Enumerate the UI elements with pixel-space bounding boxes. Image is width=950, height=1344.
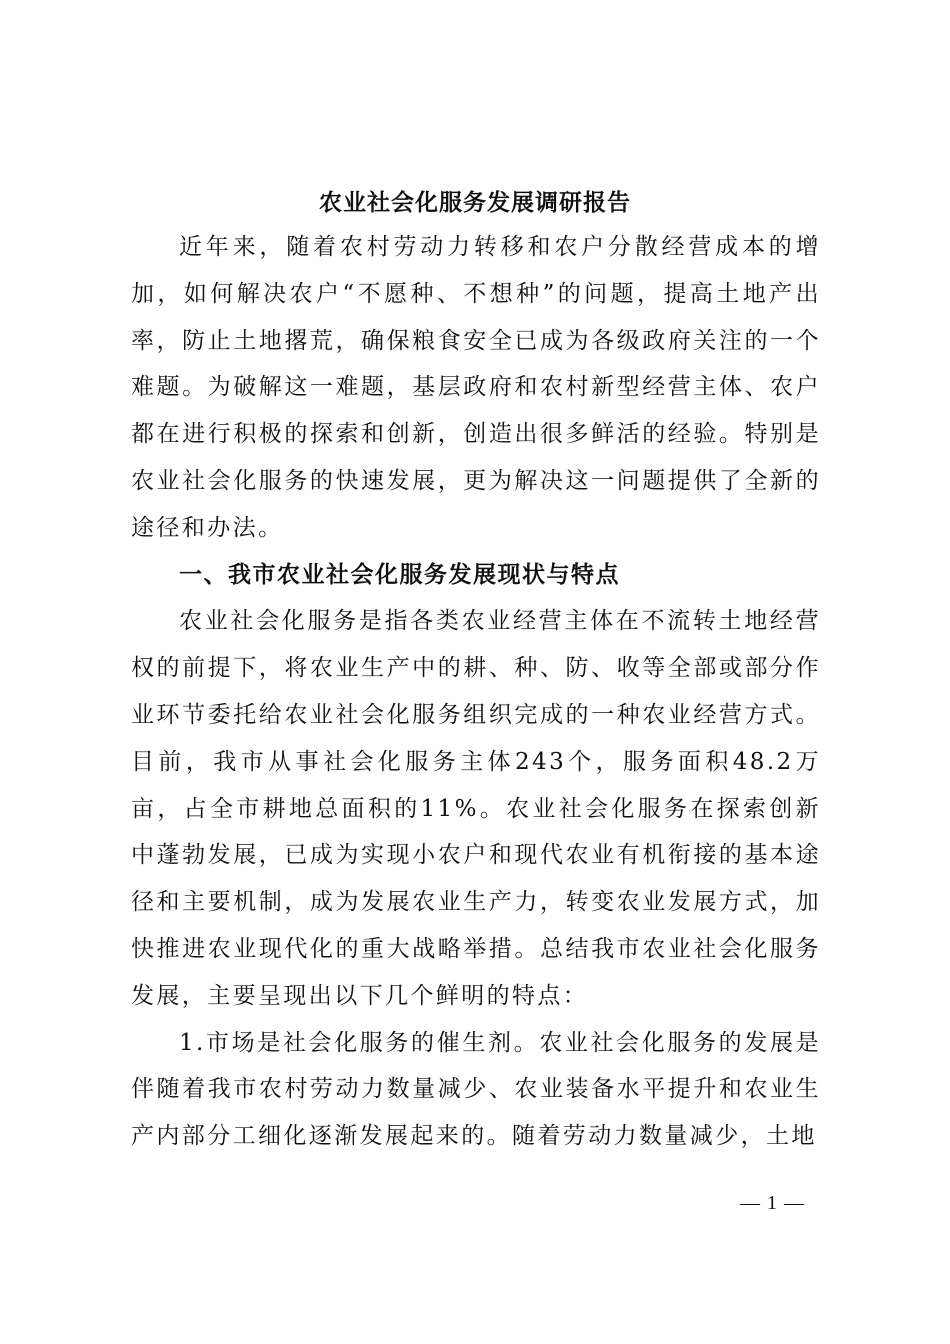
- section-heading: 一、我市农业社会化服务发展现状与特点: [179, 561, 620, 588]
- point-paragraph: 1.市场是社会化服务的催生剂。农业社会化服务的发展是伴随着我市农村劳动力数量减少、农业装备水平提升和农业生产内部分工细化逐渐发展起来的。随着劳动力数量减少，土地: [131, 1029, 821, 1150]
- intro-paragraph: 近年来，随着农村劳动力转移和农户分散经营成本的增加，如何解决农户“不愿种、不想种”的问题，提高土地产出率，防止土地撂荒，确保粮食安全已成为各级政府关注的一个难题。为破解这一难题，基层政府和农村新型经营主体、农户都在进行积极的探索和创新，创造出很多鲜活的经验。特别是农业社会化服务的快速发展，更为解决这一问题提供了全新的途径和办法。: [131, 234, 821, 541]
- page-number: — 1 —: [740, 1192, 805, 1214]
- document-title: 农业社会化服务发展调研报告: [319, 189, 631, 216]
- section-paragraph: 农业社会化服务是指各类农业经营主体在不流转土地经营权的前提下，将农业生产中的耕、种、防、收等全部或部分作业环节委托给农业社会化服务组织完成的一种农业经营方式。目前，我市从事社会化服务主体243个，服务面积48.2万亩，占全市耕地总面积的11%。农业社会化服务在探索创新中蓬勃发展，已成为实现小农户和现代农业有机衔接的基本途径和主要机制，成为发展农业生产力，转变农业发展方式，加快推进农业现代化的重大战略举措。总结我市农业社会化服务发展，主要呈现出以下几个鲜明的特点：: [131, 608, 821, 1009]
- document-body: [131, 224, 821, 1160]
